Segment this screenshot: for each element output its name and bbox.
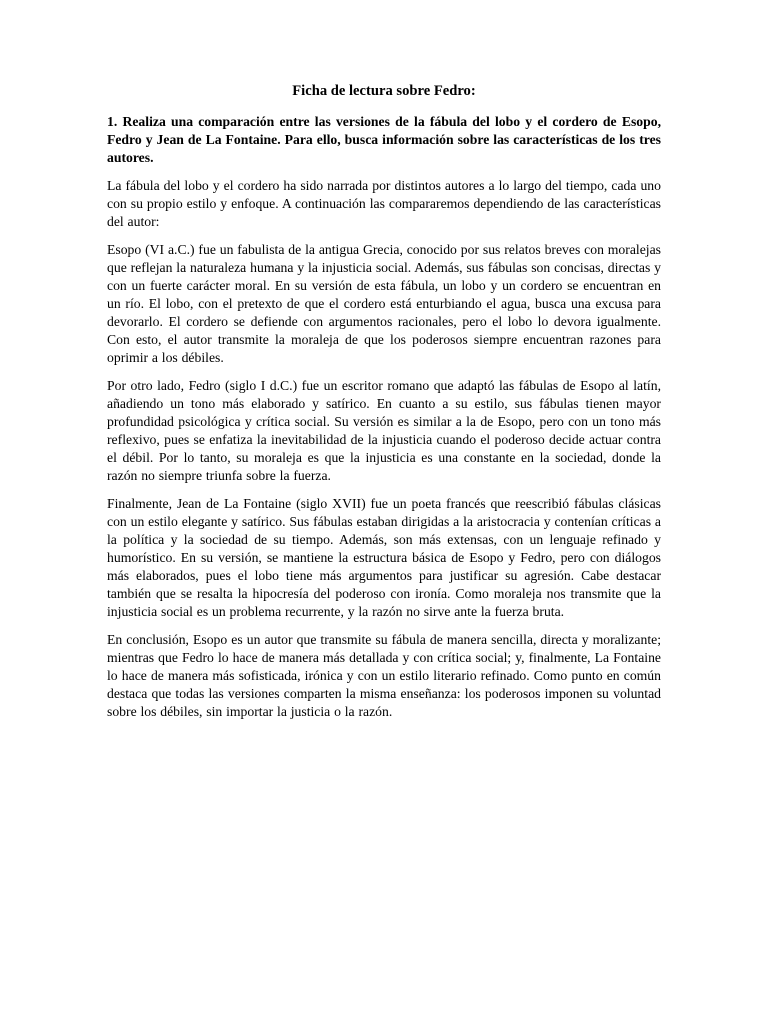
- document-title: Ficha de lectura sobre Fedro:: [292, 83, 476, 99]
- conclusion-paragraph: En conclusión, Esopo es un autor que transmite su fábula de manera sencilla, directa y moralizante; mientras que Fedro lo hace de manera más detallada y con crítica social; y, finalmente, La Fontaine lo hace de manera más sofisticada, irónica y con un estilo literario refinado. Como punto en común destaca que todas las versiones comparten la misma enseñanza: los poderosos imponen su voluntad sobre los débiles, sin importar la justicia o la razón.: [107, 632, 661, 719]
- la-fontaine-paragraph: Finalmente, Jean de La Fontaine (siglo XVII) fue un poeta francés que reescribió fábulas clásicas con un estilo elegante y satírico. Sus fábulas estaban dirigidas a la aristocracia y contenían críticas a la política y la sociedad de su tiempo. Además, son más extensas, con un lenguaje refinado y humorístico. En su versión, se mantiene la estructura básica de Esopo y Fedro, pero con diálogos más elaborados, pues el lobo tiene más argumentos para justificar su agresión. Cabe destacar también que se resalta la hipocresía del poderoso con ironía. Como moraleja nos transmite que la injusticia social es un problema recurrente, y la razón no sirve ante la fuerza bruta.: [107, 496, 661, 619]
- esopo-paragraph: Esopo (VI a.C.) fue un fabulista de la antigua Grecia, conocido por sus relatos breves con moralejas que reflejan la naturaleza humana y la injusticia social. Además, sus fábulas son concisas, directas y con un fuerte carácter moral. En su versión de esta fábula, un lobo y un cordero se encuentran en un río. El lobo, con el pretexto de que el cordero está enturbiando el agua, busca una excusa para devorarlo. El cordero se defiende con argumentos racionales, pero el lobo lo devora igualmente. Con esto, el autor transmite la moraleja de que los poderosos siempre encuentran razones para oprimir a los débiles.: [107, 242, 661, 365]
- exercise-prompt-paragraph: 1. Realiza una comparación entre las versiones de la fábula del lobo y el cordero de Esopo, Fedro y Jean de La Fontaine. Para ello, busca información sobre las características de los tres autores.: [107, 114, 661, 165]
- intro-paragraph: La fábula del lobo y el cordero ha sido narrada por distintos autores a lo largo del tiempo, cada uno con su propio estilo y enfoque. A continuación las compararemos dependiendo de las características del autor:: [107, 178, 661, 229]
- fedro-paragraph: Por otro lado, Fedro (siglo I d.C.) fue un escritor romano que adaptó las fábulas de Esopo al latín, añadiendo un tono más elaborado y satírico. En cuanto a su estilo, sus fábulas tienen mayor profundidad psicológica y crítica social. Su versión es similar a la de Esopo, pero con un tono más reflexivo, pues se enfatiza la inevitabilidad de la injusticia cuando el poderoso decide actuar contra el débil. Por lo tanto, su moraleja es que la injusticia es una constante en la sociedad, donde la razón no siempre triunfa sobre la fuerza.: [107, 378, 661, 483]
